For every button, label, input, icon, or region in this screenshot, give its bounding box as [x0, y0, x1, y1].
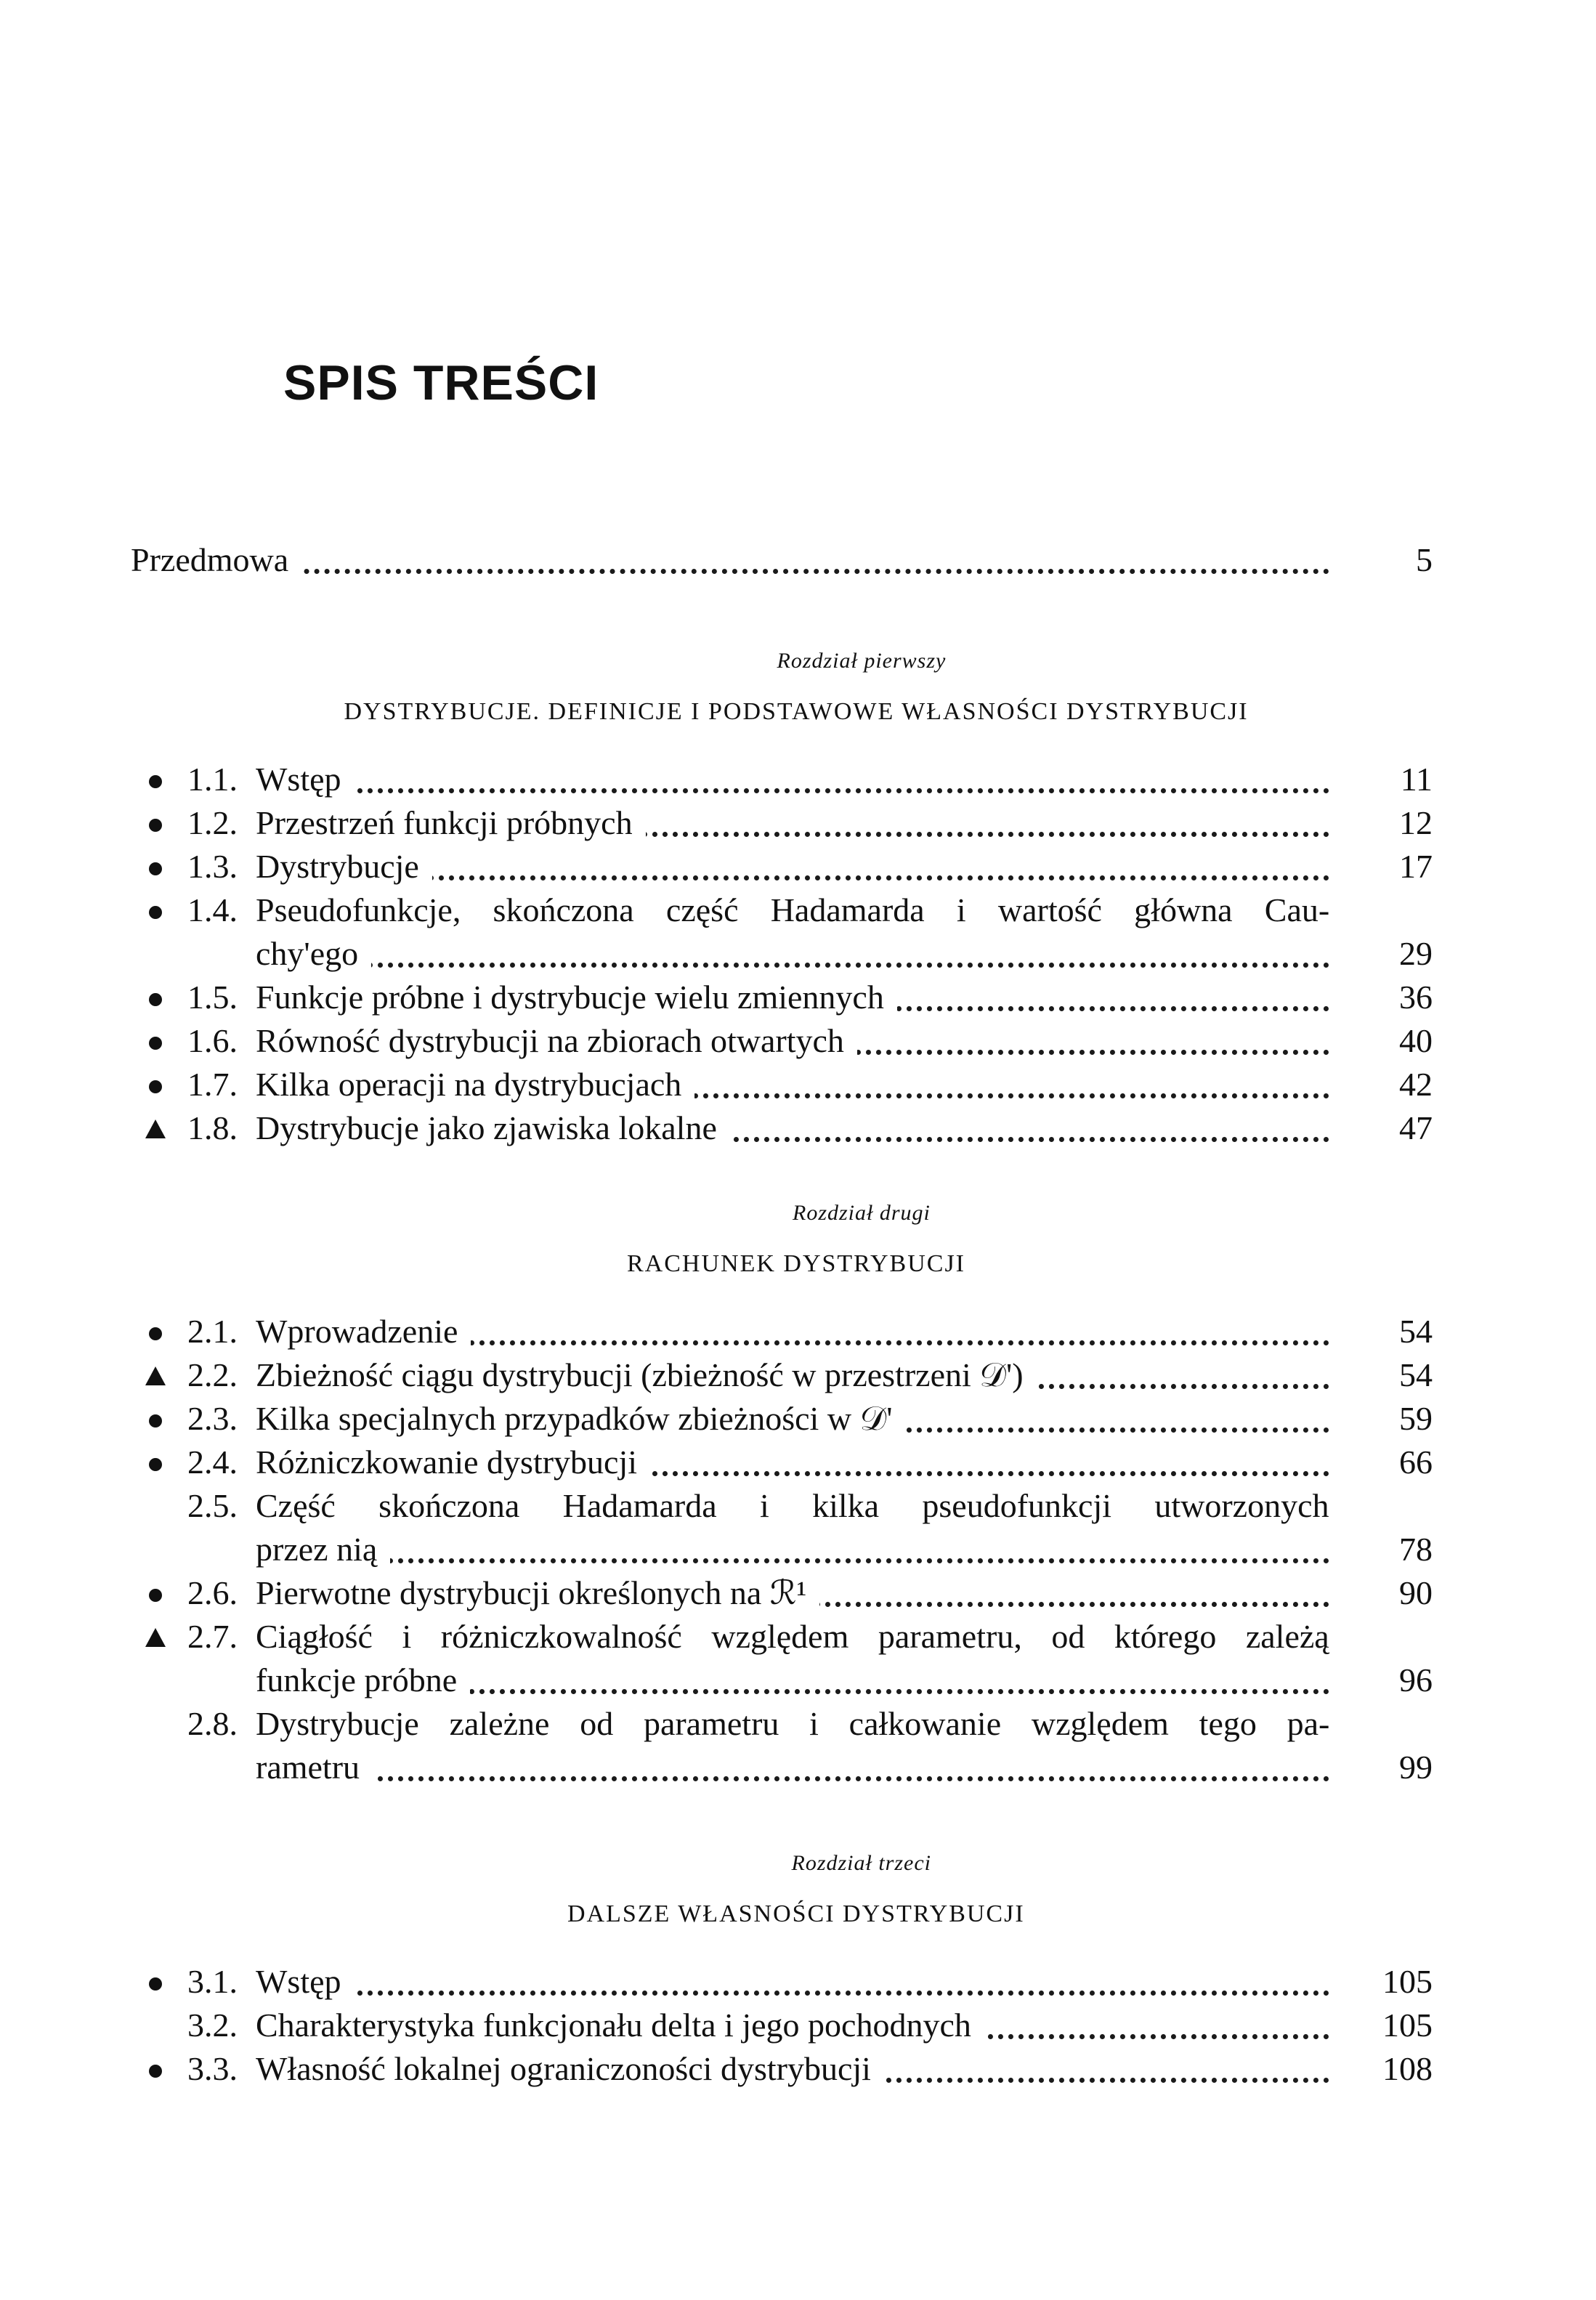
section-title: Własność lokalnej ograniczoności dystrybucji — [256, 2049, 884, 2089]
toc-entry — [0, 803, 1596, 846]
section-number: 2.3. — [187, 1398, 238, 1439]
page-number: 11 — [1392, 759, 1433, 800]
page-number: 90 — [1390, 1573, 1433, 1613]
section-title-continuation: funkcje próbne — [256, 1660, 470, 1701]
chapter-heading: DALSZE WŁASNOŚCI DYSTRYBUCJI — [567, 1898, 1025, 1930]
section-number: 1.8. — [187, 1108, 238, 1149]
bullet-dot-icon — [149, 862, 162, 875]
bullet-dot-icon — [149, 1037, 162, 1050]
toc-entry — [0, 890, 1596, 934]
bullet-dot-icon — [149, 1327, 162, 1340]
toc-entry — [0, 759, 1596, 803]
dot-leader — [256, 788, 1329, 793]
toc-entry — [0, 1355, 1596, 1398]
toc-entry-continuation — [0, 1660, 1596, 1704]
section-title-continuation: rametru — [256, 1747, 373, 1788]
page-title: SPIS TREŚCI — [283, 355, 599, 410]
page-number: 47 — [1390, 1108, 1433, 1149]
toc-entry — [0, 977, 1596, 1021]
toc-entry-continuation — [0, 1529, 1596, 1573]
section-title: Dystrybucje — [256, 846, 432, 887]
dot-leader — [256, 1776, 1329, 1781]
section-title-continuation: przez nią — [256, 1529, 390, 1570]
section-title: Funkcje próbne i dystrybucje wielu zmiennych — [256, 977, 897, 1018]
bullet-dot-icon — [149, 819, 162, 832]
toc-entry — [0, 1064, 1596, 1108]
section-title: Dystrybucje jako zjawiska lokalne — [256, 1108, 730, 1149]
section-title: Kilka specjalnych przypadków zbieżności w 𝒟' — [256, 1398, 906, 1439]
section-title: Wprowadzenie — [256, 1311, 471, 1352]
section-number: 2.2. — [187, 1355, 238, 1396]
section-title: Pierwotne dystrybucji określonych na ℛ¹ — [256, 1573, 819, 1613]
section-title: Dystrybucje zależne od parametru i całkowanie względem tego pa- — [256, 1704, 1329, 1744]
section-number: 2.4. — [187, 1442, 238, 1483]
section-title: Równość dystrybucji na zbiorach otwartych — [256, 1021, 857, 1061]
page-number: 108 — [1374, 2049, 1433, 2089]
toc-entry-continuation — [0, 1747, 1596, 1791]
bullet-dot-icon — [149, 993, 162, 1006]
chapter-caption: Rozdział pierwszy — [777, 647, 947, 676]
dot-leader — [256, 1991, 1329, 1996]
section-title: Pseudofunkcje, skończona część Hadamarda i wartość główna Cau- — [256, 890, 1329, 931]
section-title: Wstęp — [256, 759, 355, 800]
bullet-dot-icon — [149, 1977, 162, 1991]
page-number: 5 — [1407, 540, 1433, 580]
section-number: 3.2. — [187, 2005, 238, 2046]
toc-entry — [0, 2005, 1596, 2049]
page-number: 54 — [1390, 1311, 1433, 1352]
page-number: 40 — [1390, 1021, 1433, 1061]
chapter-caption: Rozdział trzeci — [792, 1849, 932, 1878]
page-number: 105 — [1374, 2005, 1433, 2046]
toc-entry — [0, 1704, 1596, 1747]
toc-entry — [0, 2049, 1596, 2092]
section-title: Charakterystyka funkcjonału delta i jego pochodnych — [256, 2005, 984, 2046]
triangle-marker-icon — [145, 1119, 166, 1138]
bullet-dot-icon — [149, 1458, 162, 1471]
section-number: 1.3. — [187, 846, 238, 887]
triangle-marker-icon — [145, 1366, 166, 1385]
page-number: 78 — [1390, 1529, 1433, 1570]
page-number: 36 — [1390, 977, 1433, 1018]
toc-entry — [0, 1961, 1596, 2005]
page-number: 29 — [1390, 934, 1433, 974]
page-number: 59 — [1390, 1398, 1433, 1439]
section-title: Ciągłość i różniczkowalność względem parametru, od którego zależą — [256, 1616, 1329, 1657]
section-number: 1.2. — [187, 803, 238, 843]
chapter-heading: DYSTRYBUCJE. DEFINICJE I PODSTAWOWE WŁASNOŚCI DYSTRYBUCJI — [344, 696, 1249, 728]
section-title: Zbieżność ciągu dystrybucji (zbieżność w przestrzeni 𝒟') — [256, 1355, 1037, 1396]
section-number: 2.6. — [187, 1573, 238, 1613]
toc-entry — [0, 1573, 1596, 1616]
preface-label: Przedmowa — [131, 540, 301, 580]
dot-leader — [131, 569, 1329, 574]
page-number: 12 — [1390, 803, 1433, 843]
bullet-dot-icon — [149, 1414, 162, 1428]
section-number: 1.7. — [187, 1064, 238, 1105]
section-number: 2.7. — [187, 1616, 238, 1657]
page-number: 42 — [1390, 1064, 1433, 1105]
toc-entry-continuation — [0, 934, 1596, 977]
bullet-dot-icon — [149, 1589, 162, 1602]
chapter-heading: RACHUNEK DYSTRYBUCJI — [627, 1248, 965, 1280]
page-number: 66 — [1390, 1442, 1433, 1483]
page-number: 54 — [1390, 1355, 1433, 1396]
toc-entry — [0, 1398, 1596, 1442]
section-number: 2.5. — [187, 1486, 238, 1526]
page-number: 99 — [1390, 1747, 1433, 1788]
bullet-dot-icon — [149, 906, 162, 919]
section-title-continuation: chy'ego — [256, 934, 371, 974]
dot-leader — [256, 1558, 1329, 1563]
dot-leader — [256, 963, 1329, 968]
section-number: 1.4. — [187, 890, 238, 931]
section-number: 2.1. — [187, 1311, 238, 1352]
section-number: 1.5. — [187, 977, 238, 1018]
toc-entry — [0, 846, 1596, 890]
section-title: Kilka operacji na dystrybucjach — [256, 1064, 694, 1105]
toc-entry — [0, 1486, 1596, 1529]
section-title: Różniczkowanie dystrybucji — [256, 1442, 650, 1483]
section-title: Część skończona Hadamarda i kilka pseudofunkcji utworzonych — [256, 1486, 1329, 1526]
section-number: 1.6. — [187, 1021, 238, 1061]
toc-entry — [0, 1311, 1596, 1355]
section-title: Przestrzeń funkcji próbnych — [256, 803, 646, 843]
toc-entry — [0, 1021, 1596, 1064]
page-number: 105 — [1374, 1961, 1433, 2002]
page-number: 17 — [1390, 846, 1433, 887]
section-number: 2.8. — [187, 1704, 238, 1744]
section-number: 3.3. — [187, 2049, 238, 2089]
bullet-dot-icon — [149, 1080, 162, 1093]
section-number: 1.1. — [187, 759, 238, 800]
triangle-marker-icon — [145, 1628, 166, 1647]
section-title: Wstęp — [256, 1961, 355, 2002]
toc-entry — [0, 1442, 1596, 1486]
bullet-dot-icon — [149, 2065, 162, 2078]
section-number: 3.1. — [187, 1961, 238, 2002]
toc-entry — [0, 1108, 1596, 1151]
page-number: 96 — [1390, 1660, 1433, 1701]
bullet-dot-icon — [149, 775, 162, 788]
chapter-caption: Rozdział drugi — [793, 1199, 931, 1228]
toc-entry — [0, 1616, 1596, 1660]
